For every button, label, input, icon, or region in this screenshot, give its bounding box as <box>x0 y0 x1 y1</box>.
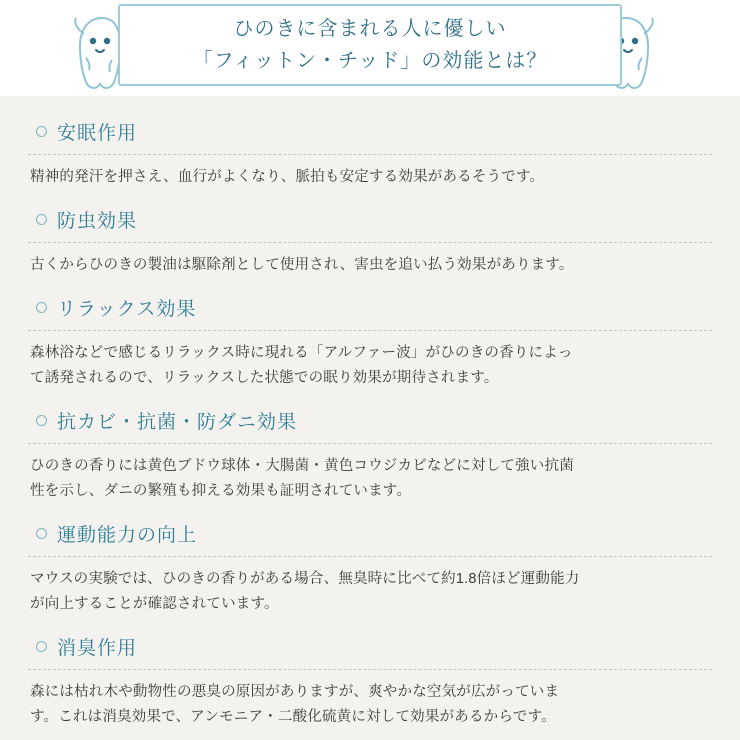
section-title <box>28 118 712 145</box>
section-title <box>28 407 712 434</box>
body-line: 精神的発汗を押さえ、血行がよくなり、脈拍も安定する効果があるそうです。 <box>30 169 545 185</box>
body-line: 性を示し、ダニの繁殖も抑える効果も証明されています。 <box>30 483 412 499</box>
title-line-2: 「フィットン・チッド」の効能とは？ <box>192 50 548 72</box>
section-item <box>28 294 712 391</box>
section-title-text: 消臭作用 <box>57 638 138 659</box>
section-body <box>28 165 712 190</box>
section-title-text: 運動能力の向上 <box>57 525 198 546</box>
body-line: 森には枯れ木や動物性の悪臭の原因がありますが、爽やかな空気が広がっていま <box>30 684 560 700</box>
section-body <box>28 253 712 278</box>
section-divider <box>28 556 712 557</box>
section-divider <box>28 443 712 444</box>
section-title <box>28 294 712 321</box>
section-title-text: 安眠作用 <box>57 123 138 144</box>
circle-bullet-icon <box>36 214 47 225</box>
title-line-1: ひのきに含まれる人に優しい <box>233 18 507 40</box>
circle-bullet-icon <box>36 126 47 137</box>
section-body <box>28 567 712 617</box>
section-body <box>28 454 712 504</box>
section-divider <box>28 330 712 331</box>
body-line: す。これは消臭効果で、アンモニア・二酸化硫黄に対して効果があるからです。 <box>30 709 556 725</box>
section-item <box>28 407 712 504</box>
sections-container <box>0 96 740 740</box>
header-banner-area <box>0 0 740 96</box>
section-body <box>28 341 712 391</box>
circle-bullet-icon <box>36 302 47 313</box>
section-item <box>28 520 712 617</box>
section-title <box>28 206 712 233</box>
section-body <box>28 680 712 730</box>
section-title <box>28 520 712 547</box>
body-line: 古くからひのきの製油は駆除剤として使用され、害虫を追い払う効果があります。 <box>30 257 574 273</box>
body-line: 森林浴などで感じるリラックス時に現れる「アルファー波」がひのきの香りによっ <box>30 345 573 361</box>
title-banner <box>118 4 622 86</box>
section-item <box>28 206 712 278</box>
section-divider <box>28 669 712 670</box>
body-line: ひのきの香りには黄色ブドウ球体・大腸菌・黄色コウジカビなどに対して強い抗菌 <box>30 458 574 474</box>
circle-bullet-icon <box>36 528 47 539</box>
section-title-text: 防虫効果 <box>57 211 138 232</box>
body-line: が向上することが確認されています。 <box>30 596 279 612</box>
circle-bullet-icon <box>36 415 47 426</box>
body-line: て誘発されるので、リラックスした状態での眠り効果が期待されます。 <box>30 370 499 386</box>
section-item <box>28 118 712 190</box>
circle-bullet-icon <box>36 641 47 652</box>
body-line: マウスの実験では、ひのきの香りがある場合、無臭時に比べて約1.8倍ほど運動能力 <box>30 571 580 587</box>
section-title <box>28 633 712 660</box>
section-divider <box>28 242 712 243</box>
section-item <box>28 633 712 730</box>
section-divider <box>28 154 712 155</box>
section-title-text: 抗カビ・抗菌・防ダニ効果 <box>57 412 298 433</box>
section-title-text: リラックス効果 <box>57 299 197 320</box>
